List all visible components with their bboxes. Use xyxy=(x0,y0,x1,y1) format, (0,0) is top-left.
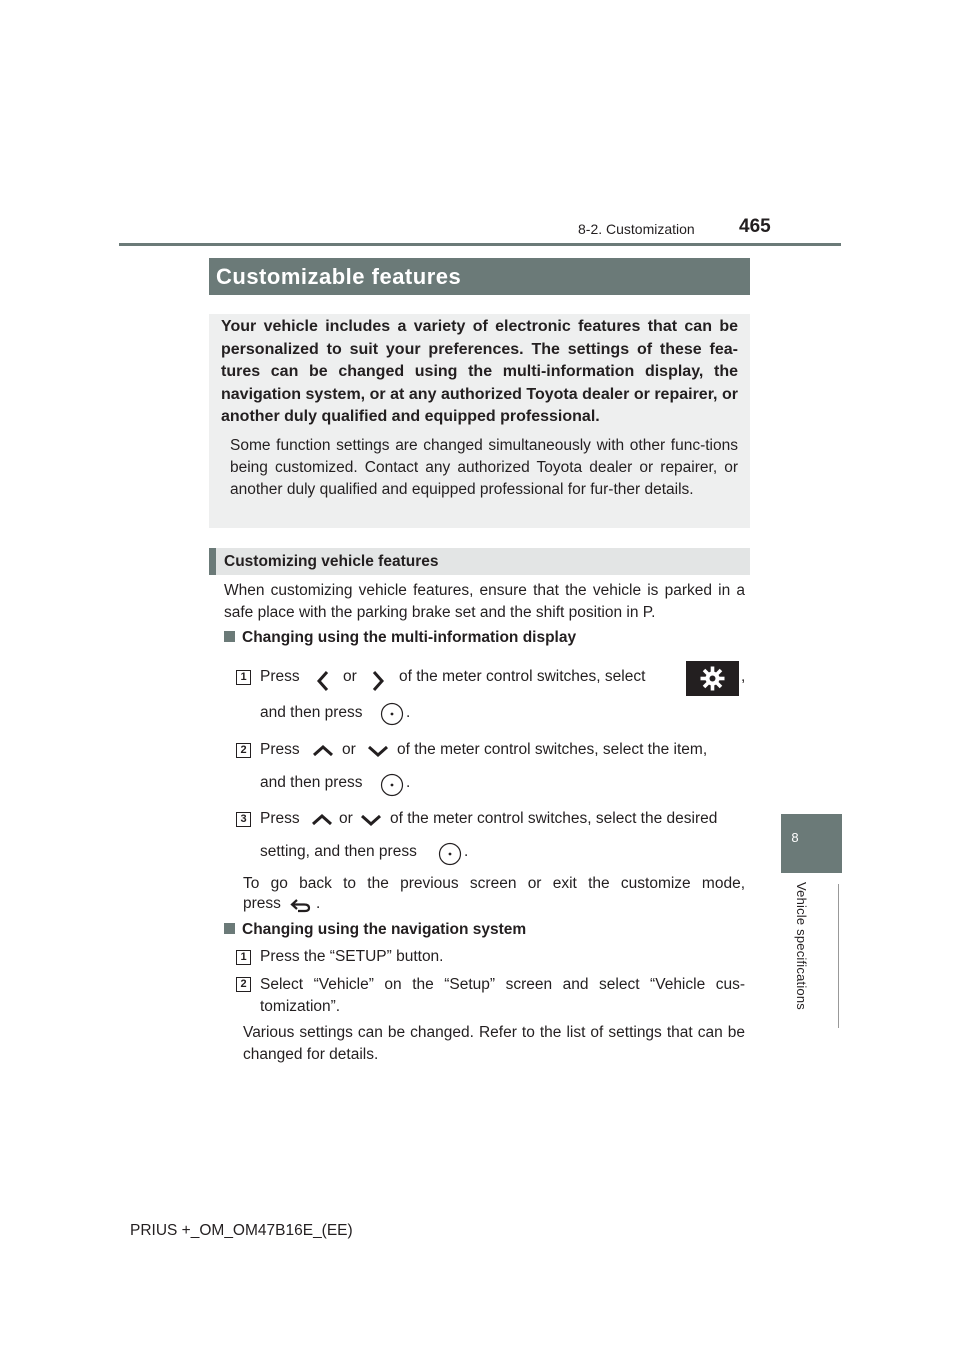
chevron-down-icon xyxy=(360,813,382,827)
intro-bold-text: Your vehicle includes a variety of electronic features that can be personalized to suit your preferences. The settings of these fea-tures can be changed using the multi-information display, the navigation system, or at any authorized Toyota dealer or repairer, or another duly qualified and equipped professional. xyxy=(221,318,738,426)
header-divider xyxy=(119,243,841,246)
step-text: or xyxy=(342,741,356,758)
step-text: of the meter control switches, select the item, xyxy=(397,741,708,758)
chevron-left-icon xyxy=(316,670,330,692)
step-text: Press xyxy=(260,810,300,827)
step-text: , xyxy=(741,668,746,685)
section-heading-mid-label: Changing using the multi-information display xyxy=(242,629,577,646)
step-text: Press the “SETUP” button. xyxy=(260,948,444,965)
bullet-square-icon xyxy=(224,631,235,642)
section-heading-mid xyxy=(224,629,576,647)
bullet-square-icon xyxy=(224,923,235,934)
nav-note: Various settings can be changed. Refer to the list of settings that can be changed for details. xyxy=(243,1024,745,1063)
ok-button-icon xyxy=(438,842,462,866)
step-text: . xyxy=(464,843,469,860)
section-title: 8-2. Customization xyxy=(578,221,695,237)
back-arrow-icon xyxy=(289,897,313,913)
step-text: or xyxy=(339,810,353,827)
subheading: Customizing vehicle features xyxy=(209,548,750,575)
step-number: 3 xyxy=(236,812,251,827)
intro-box xyxy=(209,314,750,528)
chapter-divider xyxy=(838,884,839,1028)
step-text: of the meter control switches, select the desired xyxy=(390,810,718,827)
page-number: 465 xyxy=(739,216,771,237)
step-1-line-1 xyxy=(260,668,300,686)
back-note-line-2-pre: press xyxy=(243,895,281,912)
chevron-up-icon xyxy=(311,813,333,827)
ok-button-icon xyxy=(380,702,404,726)
page-title: Customizable features xyxy=(209,258,750,295)
chapter-number: 8 xyxy=(791,830,799,845)
chapter-title: Vehicle specifications xyxy=(794,882,809,1010)
ok-button-icon xyxy=(380,773,404,797)
step-text: or xyxy=(343,668,357,685)
step-number: 1 xyxy=(236,670,251,685)
step-number: 1 xyxy=(236,950,251,965)
step-text: and then press xyxy=(260,774,363,791)
step-text: setting, and then press xyxy=(260,843,417,860)
step-text: . xyxy=(406,774,411,791)
step-text: Select “Vehicle” on the “Setup” screen and select “Vehicle cus-tomization”. xyxy=(260,976,745,1015)
intro-note-text: Some function settings are changed simultaneously with other func-tions being customized. Contact any authorized Toyota dealer or repairer, or another duly qualified and equipped professional for fur-ther details. xyxy=(230,436,738,498)
chevron-down-icon xyxy=(367,744,389,758)
step-number: 2 xyxy=(236,743,251,758)
step-text: and then press xyxy=(260,704,363,721)
lead-paragraph: When customizing vehicle features, ensure that the vehicle is parked in a safe place with the parking brake set and the shift position in P. xyxy=(224,582,745,621)
step-text: . xyxy=(406,704,411,721)
settings-gear-icon xyxy=(686,661,739,696)
chevron-right-icon xyxy=(371,670,385,692)
back-note-line-1: To go back to the previous screen or exit the customize mode, xyxy=(243,875,745,892)
section-heading-nav xyxy=(224,921,526,939)
step-text: Press xyxy=(260,741,300,758)
section-heading-nav-label: Changing using the navigation system xyxy=(242,921,527,938)
document-code: PRIUS +_OM_OM47B16E_(EE) xyxy=(130,1222,353,1239)
chevron-up-icon xyxy=(312,744,334,758)
back-note-line-2-post: . xyxy=(316,895,321,912)
step-text: of the meter control switches, select xyxy=(399,668,646,685)
step-number: 2 xyxy=(236,977,251,992)
step-text: Press xyxy=(260,668,300,685)
